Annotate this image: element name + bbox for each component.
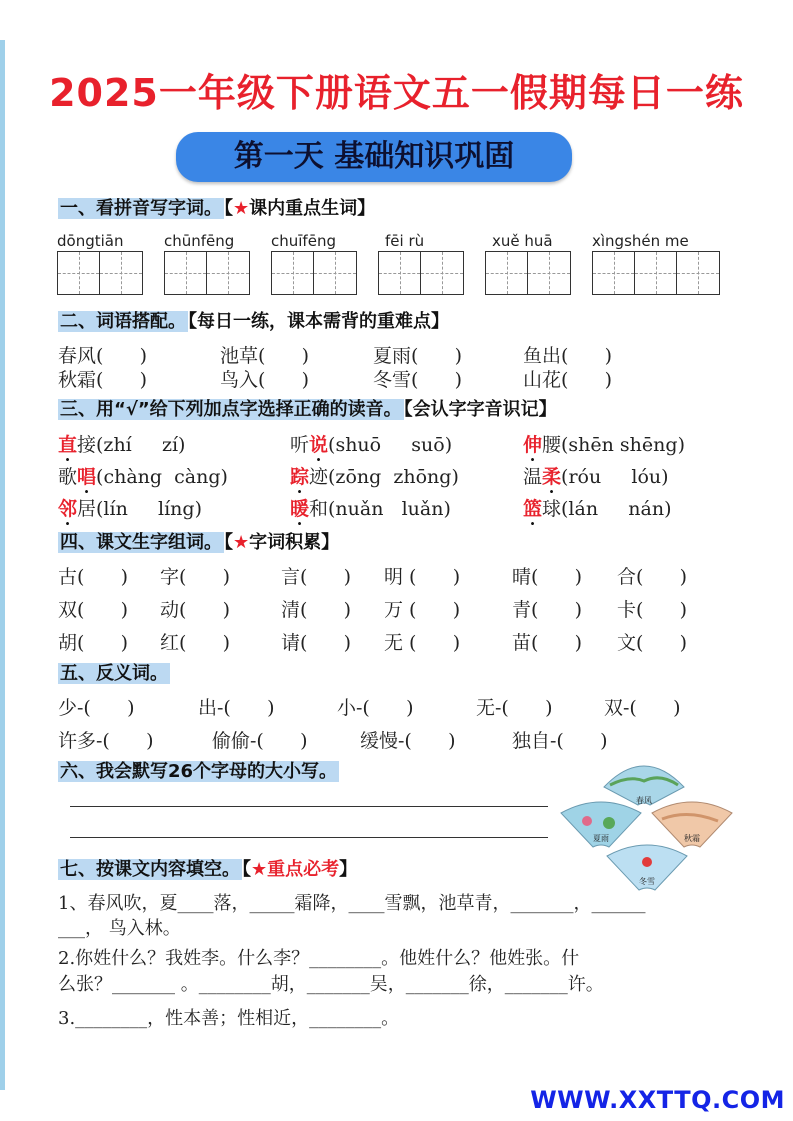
antonym-item[interactable]: 少-( ): [58, 697, 135, 719]
word-item[interactable]: 胡( ): [58, 632, 129, 654]
word-item[interactable]: 字( ): [160, 566, 231, 588]
match-item[interactable]: 鸟入( ): [220, 369, 310, 391]
fill-question-1[interactable]: 1、春风吹，夏____落，_____霜降，____雪飘，池草青，_______，______: [58, 893, 646, 914]
reading-item[interactable]: 温柔(róu lóu): [523, 466, 669, 488]
section-7-title: 七、按课文内容填空。: [60, 859, 240, 880]
bracket-open: 【: [224, 198, 233, 219]
fan-label: 夏雨: [593, 834, 609, 843]
fill-question-2[interactable]: 2.你姓什么？我姓李。什么李？________。他姓什么？他姓张。什: [58, 948, 580, 969]
pinyin-label: xìngshén me: [592, 232, 689, 250]
word-item[interactable]: 言( ): [281, 566, 352, 588]
antonym-item[interactable]: 出-( ): [198, 697, 275, 719]
fan-label: 春风: [636, 796, 652, 805]
watermark-url: WWW.XXTTQ.COM: [530, 1086, 785, 1114]
writing-grid[interactable]: [378, 251, 464, 295]
word-item[interactable]: 请( ): [281, 632, 352, 654]
reading-item[interactable]: 篮球(lán nán): [523, 498, 672, 520]
antonym-item[interactable]: 许多-( ): [58, 730, 154, 752]
writing-line[interactable]: [70, 837, 548, 838]
section-6-heading: [58, 759, 339, 785]
pinyin-label: dōngtiān: [57, 232, 124, 250]
fan-winter-icon: [603, 842, 691, 892]
section-4-tag: 字词积累: [249, 532, 322, 553]
match-item[interactable]: 山花( ): [523, 369, 613, 391]
bracket-close: 】: [339, 859, 358, 880]
bracket-open: 【: [224, 532, 233, 553]
section-2-heading: [58, 309, 449, 335]
pinyin-label: chūnfēng: [164, 232, 235, 250]
section-4-heading: [58, 530, 339, 556]
writing-grid[interactable]: [592, 251, 720, 295]
bracket-open: 【: [242, 859, 251, 880]
section-3-title: 三、用“√”给下列加点字选择正确的读音。: [60, 399, 402, 420]
pinyin-label: fēi rù: [385, 232, 425, 250]
bracket-close: 】: [321, 532, 340, 553]
writing-grid[interactable]: [164, 251, 250, 295]
word-item[interactable]: 苗( ): [512, 632, 583, 654]
word-item[interactable]: 明 ( ): [384, 566, 461, 588]
match-item[interactable]: 鱼出( ): [523, 345, 613, 367]
match-item[interactable]: 秋霜( ): [58, 369, 148, 391]
word-item[interactable]: 清( ): [281, 599, 352, 621]
match-item[interactable]: 冬雪( ): [373, 369, 463, 391]
section-1-tag: 课内重点生词: [249, 198, 358, 219]
match-item[interactable]: 春风( ): [58, 345, 148, 367]
section-3-heading: [58, 397, 557, 423]
bracket-close: 】: [357, 198, 376, 219]
fan-label: 秋霜: [684, 834, 700, 843]
word-item[interactable]: 红( ): [160, 632, 231, 654]
reading-item[interactable]: 伸腰(shēn shēng): [523, 434, 685, 456]
match-item[interactable]: 池草( ): [220, 345, 310, 367]
reading-item[interactable]: 邻居(lín líng): [58, 498, 202, 520]
section-2-tag: 【每日一练，课本需背的重难点】: [188, 311, 449, 332]
writing-grid[interactable]: [271, 251, 357, 295]
reading-item[interactable]: 直接(zhí zí): [58, 434, 186, 456]
antonym-item[interactable]: 偷偷-( ): [212, 730, 308, 752]
subtitle-text: 第一天 基础知识巩固: [233, 139, 515, 174]
section-1-heading: [58, 196, 375, 222]
left-edge-bar: [0, 40, 5, 1090]
writing-grid[interactable]: [57, 251, 143, 295]
reading-item[interactable]: 暖和(nuǎn luǎn): [290, 498, 451, 520]
section-6-title: 六、我会默写26个字母的大小写。: [60, 761, 338, 782]
pinyin-label: chuīfēng: [271, 232, 336, 250]
star-icon: ★: [233, 532, 250, 553]
antonym-item[interactable]: 独自-( ): [512, 730, 608, 752]
star-icon: ★: [251, 859, 268, 880]
word-item[interactable]: 万 ( ): [384, 599, 461, 621]
word-item[interactable]: 文( ): [617, 632, 688, 654]
star-icon: ★: [233, 198, 250, 219]
page-title: 2025一年级下册语文五一假期每日一练: [49, 71, 744, 115]
fill-question-1-cont[interactable]: ___， 鸟入林。: [58, 918, 181, 939]
antonym-item[interactable]: 缓慢-( ): [360, 730, 456, 752]
section-1-title: 一、看拼音写字词。: [60, 198, 222, 219]
section-2-title: 二、词语搭配。: [60, 311, 186, 332]
reading-item[interactable]: 听说(shuō suō): [290, 434, 453, 456]
word-item[interactable]: 无 ( ): [384, 632, 461, 654]
fan-label: 冬雪: [639, 877, 655, 886]
word-item[interactable]: 卡( ): [617, 599, 688, 621]
word-item[interactable]: 古( ): [58, 566, 129, 588]
fill-question-3[interactable]: 3.________，性本善；性相近，________。: [58, 1008, 400, 1029]
writing-grid[interactable]: [485, 251, 571, 295]
word-item[interactable]: 晴( ): [512, 566, 583, 588]
reading-item[interactable]: 踪迹(zōng zhōng): [290, 466, 459, 488]
match-item[interactable]: 夏雨( ): [373, 345, 463, 367]
pinyin-label: xuě huā: [492, 232, 553, 250]
section-4-title: 四、课文生字组词。: [60, 532, 222, 553]
word-item[interactable]: 合( ): [617, 566, 688, 588]
section-7-tag: 重点必考: [267, 859, 340, 880]
reading-item[interactable]: 歌唱(chàng càng): [58, 466, 228, 488]
section-7-heading: [58, 857, 357, 883]
word-item[interactable]: 动( ): [160, 599, 231, 621]
writing-line[interactable]: [70, 806, 548, 807]
fill-question-2-cont[interactable]: 么张？_______ 。________胡，_______吴，_______徐，_______许。: [58, 974, 604, 995]
section-5-title: 五、反义词。: [60, 663, 168, 684]
antonym-item[interactable]: 小-( ): [337, 697, 414, 719]
word-item[interactable]: 双( ): [58, 599, 129, 621]
section-3-tag: 【会认字字音识记】: [403, 399, 557, 420]
word-item[interactable]: 青( ): [512, 599, 583, 621]
section-5-heading: [58, 661, 170, 687]
antonym-item[interactable]: 无-( ): [476, 697, 553, 719]
antonym-item[interactable]: 双-( ): [604, 697, 681, 719]
